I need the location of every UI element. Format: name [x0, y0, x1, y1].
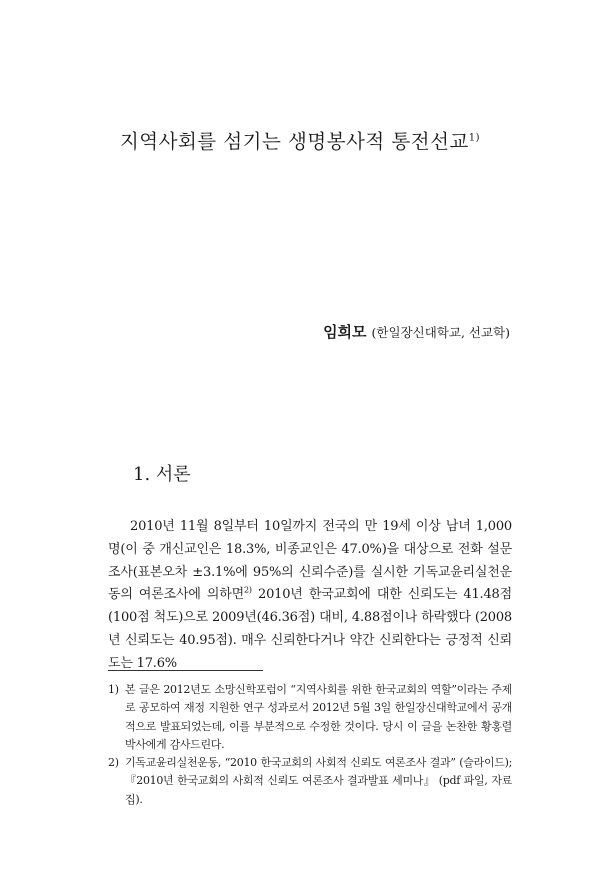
footnote-number: 1)	[108, 683, 119, 696]
footnote-list	[108, 681, 512, 809]
author-affiliation: (한일장신대학교, 선교학)	[371, 325, 510, 340]
title-footnote-ref: 1)	[468, 132, 481, 144]
section-heading: 1. 서론	[133, 464, 191, 485]
author-line	[323, 321, 510, 342]
footnote-item	[108, 681, 512, 754]
body-text-part2: 2010년 한국교회에 대한 신뢰도는 41.48점(100점 척도)으로 2009년(46.36점) 대비, 4.88점이나 하락했다 (2008년 신뢰도는 40.95점). 매우 신뢰한다거나 약간 신뢰한다는 긍정적 신뢰도는 17.6%	[108, 587, 512, 671]
author-name: 임희모	[323, 323, 367, 341]
body-paragraph	[108, 516, 512, 676]
footnote-divider	[108, 670, 263, 671]
footnote-text: 본 글은 2012년도 소망신학포럼이 “지역사회를 위한 한국교회의 역할”이라는 주제로 공모하여 재정 지원한 연구 성과로서 2012년 5월 3일 한일장신대학교에서 공개적으로 발표되었는데, 이를 부분적으로 수정한 것이다. 당시 이 글을 논찬한 황홍렬 박사에게 감사드린다.	[125, 683, 512, 751]
paper-title	[0, 126, 600, 154]
footnote-number: 2)	[108, 756, 119, 770]
footnote-text: 기독교윤리실천운동, “2010 한국교회의 사회적 신뢰도 여론조사 결과” (슬라이드); 『2010년 한국교회의 사회적 신뢰도 여론조사 결과발표 세미나』 (pdf 파일, 자료집).	[125, 756, 512, 806]
body-text-part1: 2010년 11월 8일부터 10일까지 전국의 만 19세 이상 남녀 1,000명(이 중 개신교인은 18.3%, 비종교인은 47.0%)을 대상으로 전화 설문조사(표본오차 ±3.1%에 95%의 신뢰수준)를 실시한 기독교윤리실천운동의 여론조사에 의하면	[108, 519, 512, 603]
footnote-item	[108, 754, 512, 809]
paper-title-text: 지역사회를 섬기는 생명봉사적 통전선교	[119, 130, 469, 153]
body-footnote-ref: 2)	[244, 586, 252, 596]
